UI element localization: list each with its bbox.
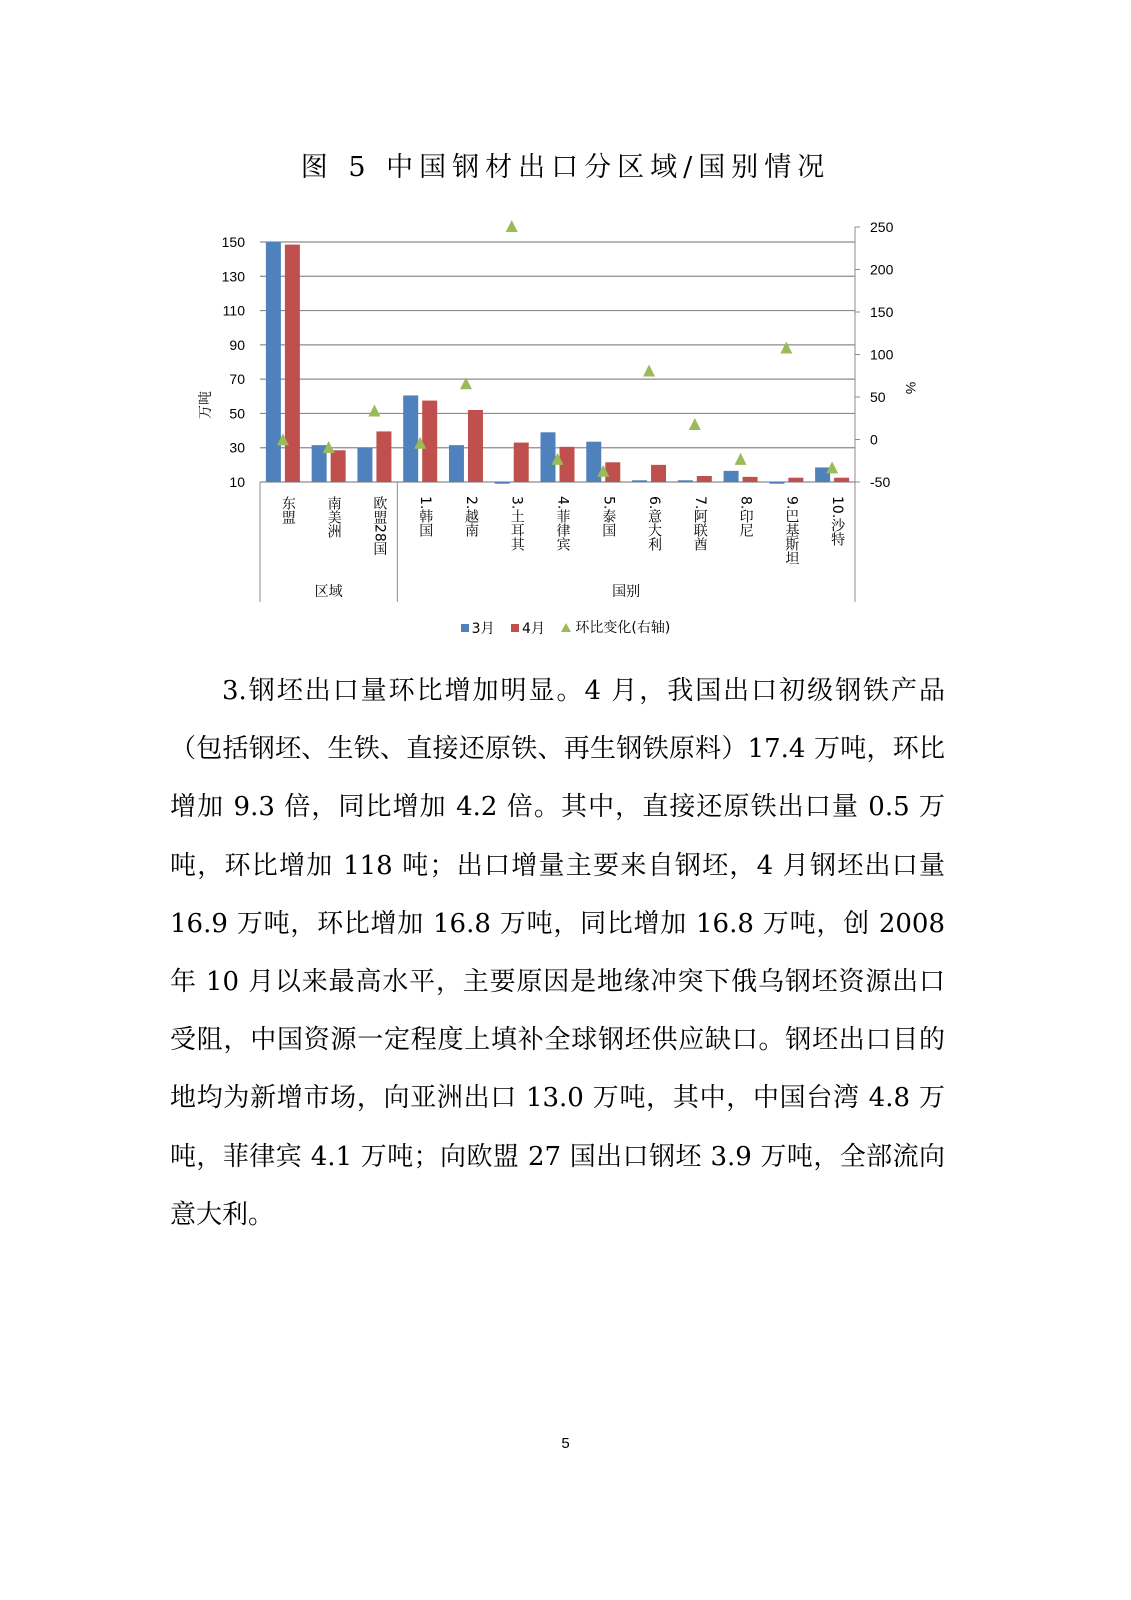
bar-march <box>815 467 830 482</box>
y-tick-label: 70 <box>229 371 245 388</box>
category-label: 2.越南 <box>462 496 479 538</box>
y-tick-label: 90 <box>229 336 245 353</box>
y2-tick-label: 200 <box>870 261 894 278</box>
y2-tick-label: -50 <box>870 474 891 490</box>
legend-item-april: 4月 <box>511 618 545 638</box>
bar-march <box>357 448 372 482</box>
bar-march <box>724 471 739 482</box>
bar-april <box>788 478 803 482</box>
bar-march <box>403 395 418 482</box>
bar-april <box>651 465 666 482</box>
y-tick-label: 130 <box>221 268 245 285</box>
triangle-marker-icon <box>780 342 792 354</box>
category-label: 3.土耳其 <box>508 496 525 552</box>
paragraph-billet-exports: 3.钢坯出口量环比增加明显。4 月，我国出口初级钢铁产品（包括钢坯、生铁、直接还原铁、再生钢铁原料）17.4 万吨，环比增加 9.3 倍，同比增加 4.2 倍。其中，直接还原铁出口量 0.5 万吨，环比增加 118 吨；出口增量主要来自钢坯，4 月钢坯出口量 16.9 万吨，环比增加 16.8 万吨，同比增加 16.8 万吨，创 2008 年 10 月以来最高水平，主要原因是地缘冲突下俄乌钢坯资源出口受阻，中国资源一定程度上填补全球钢坯供应缺口。钢坯出口目的地均为新增市场，向亚洲出口 13.0 万吨，其中，中国台湾 4.8 万吨，菲律宾 4.1 万吨；向欧盟 27 国出口钢坯 3.9 万吨，全部流向意大利。 <box>170 676 945 1230</box>
bar-march <box>632 480 647 482</box>
category-label: 7.阿联酋 <box>691 496 708 552</box>
group-label-country: 国别 <box>612 584 641 600</box>
triangle-marker-icon <box>735 453 747 465</box>
page-number: 5 <box>561 1435 570 1452</box>
category-label: 南美洲 <box>325 496 342 538</box>
legend-swatch-red-icon <box>511 624 519 632</box>
category-label: 9.巴基斯坦 <box>783 496 800 566</box>
bar-april <box>468 410 483 482</box>
bar-april <box>285 245 300 482</box>
bar-april <box>331 450 346 482</box>
bar-april <box>376 431 391 482</box>
bar-march <box>495 482 510 484</box>
y-tick-label: 10 <box>229 474 245 490</box>
bar-march <box>769 482 784 484</box>
y2-tick-label: 250 <box>870 219 894 235</box>
y2-tick-label: 50 <box>870 389 886 405</box>
bar-march <box>678 480 693 482</box>
triangle-marker-icon <box>689 418 701 430</box>
combo-bar-chart <box>190 210 930 650</box>
bar-march <box>266 242 281 482</box>
category-label: 1.韩国 <box>417 496 434 538</box>
bar-april <box>743 477 758 482</box>
legend-item-mom-change: 环比变化(右轴) <box>561 617 670 637</box>
bar-april <box>514 443 529 482</box>
y-tick-label: 30 <box>229 439 245 456</box>
bar-april <box>605 462 620 482</box>
triangle-marker-icon <box>826 461 838 473</box>
category-label: 8.印尼 <box>737 496 754 538</box>
y-tick-label: 150 <box>221 234 245 250</box>
y2-tick-label: 100 <box>870 346 894 363</box>
category-label: 4.菲律宾 <box>554 496 571 552</box>
y-axis-title: 万吨 <box>198 391 214 419</box>
chart-legend <box>0 617 1131 638</box>
chart <box>190 210 930 650</box>
category-label: 东盟 <box>279 496 296 524</box>
category-label: 5.泰国 <box>600 496 617 538</box>
bar-march <box>449 445 464 482</box>
bar-march <box>541 432 556 482</box>
legend-triangle-icon <box>561 623 571 632</box>
triangle-marker-icon <box>506 220 518 232</box>
y2-tick-label: 0 <box>870 431 878 448</box>
category-label: 欧盟28国 <box>371 496 388 556</box>
bar-april <box>422 401 437 482</box>
category-label: 6.意大利 <box>646 496 663 552</box>
figure-title: 图 5 中国钢材出口分区域/国别情况 <box>300 152 831 183</box>
triangle-marker-icon <box>368 404 380 416</box>
legend-item-march: 3月 <box>461 618 495 638</box>
bar-april <box>834 478 849 482</box>
body-text <box>170 662 945 1244</box>
triangle-marker-icon <box>643 365 655 377</box>
group-label-region: 区域 <box>314 584 343 600</box>
y2-tick-label: 150 <box>870 304 894 320</box>
legend-swatch-blue-icon <box>461 624 469 632</box>
category-label: 10.沙特 <box>829 496 846 547</box>
y-tick-label: 50 <box>229 405 245 422</box>
y-tick-label: 110 <box>222 302 245 319</box>
bar-april <box>697 476 712 482</box>
y2-axis-title: % <box>903 381 919 395</box>
